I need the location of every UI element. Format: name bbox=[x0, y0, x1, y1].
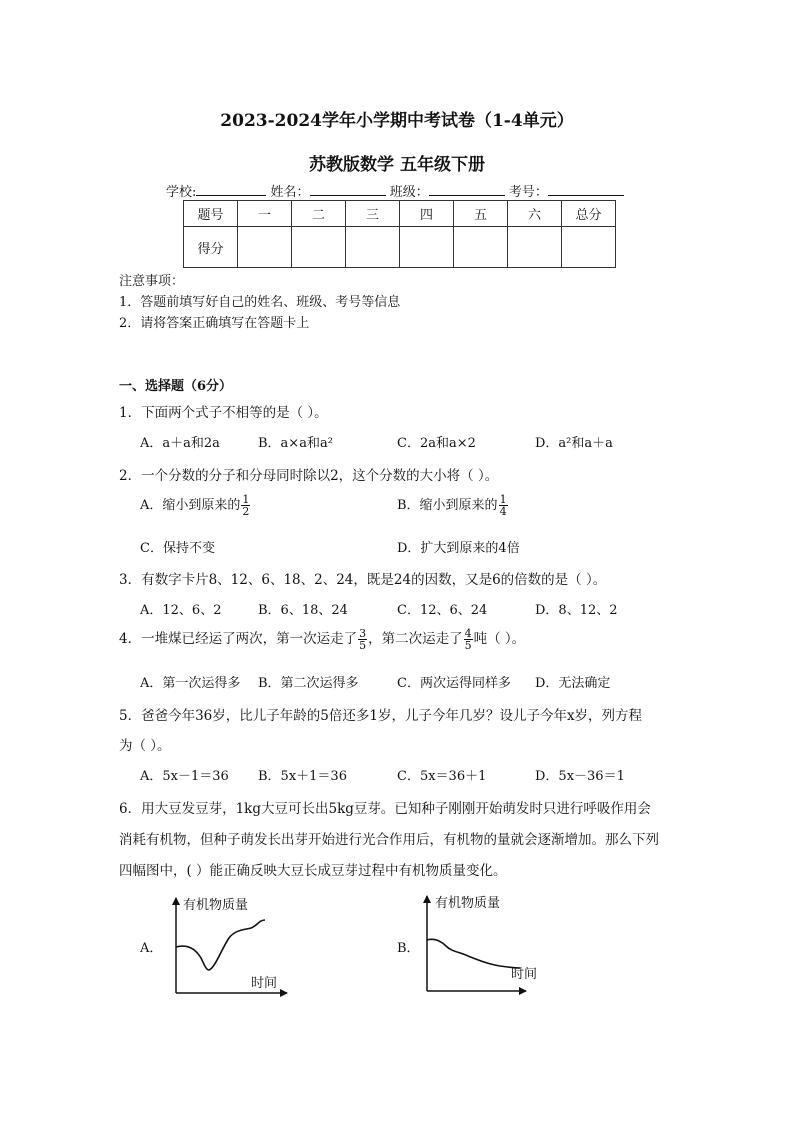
score-row-label: 得分 bbox=[184, 227, 238, 268]
q4-option-c[interactable]: C．两次运得同样多 bbox=[397, 676, 511, 691]
fraction-numerator: 1 bbox=[242, 493, 250, 506]
student-info-row bbox=[166, 181, 624, 200]
score-header-cell: 六 bbox=[508, 201, 562, 227]
question-6-line3: 四幅图中，( ）能正确反映大豆长成豆芽过程中有机物质量变化。 bbox=[119, 863, 507, 879]
score-header-cell: 二 bbox=[292, 201, 346, 227]
score-header-cell: 四 bbox=[400, 201, 454, 227]
score-cell[interactable] bbox=[454, 227, 508, 268]
score-cell[interactable] bbox=[346, 227, 400, 268]
question-1-text: 1．下面两个式子不相等的是（ ）。 bbox=[119, 405, 328, 421]
q1-option-b[interactable]: B．a×a和a² bbox=[258, 436, 333, 451]
question-5-line1: 5．爸爸今年36岁，比儿子年龄的5倍还多1岁，儿子今年几岁？设儿子今年x岁，列方程 bbox=[119, 708, 643, 724]
notes-block bbox=[119, 271, 400, 334]
graph-b-label[interactable]: B． bbox=[397, 941, 420, 956]
question-4-text bbox=[119, 627, 525, 651]
score-cell[interactable] bbox=[400, 227, 454, 268]
score-header-cell: 五 bbox=[454, 201, 508, 227]
q3-option-c[interactable]: C．12、6、24 bbox=[397, 603, 488, 618]
fraction-denominator: 5 bbox=[464, 639, 472, 652]
q2-option-b[interactable] bbox=[397, 494, 509, 517]
question-6-line2: 消耗有机物，但种子萌发长出芽开始进行光合作用后，有机物的量就会逐渐增加。那么下列 bbox=[119, 832, 659, 848]
q3-option-d[interactable]: D．8、12、2 bbox=[535, 603, 618, 618]
score-header-cell: 题号 bbox=[184, 201, 238, 227]
graph-b-curve bbox=[427, 939, 520, 968]
class-blank[interactable] bbox=[429, 183, 505, 196]
q1-option-d[interactable]: D．a²和a＋a bbox=[535, 436, 613, 451]
score-cell[interactable] bbox=[238, 227, 292, 268]
q4-option-b[interactable]: B．第二次运得多 bbox=[258, 676, 359, 691]
page-subtitle: 苏教版数学 五年级下册 bbox=[309, 155, 485, 175]
q2-option-a-text: A．缩小到原来的 bbox=[140, 498, 241, 513]
q2-option-a[interactable] bbox=[140, 494, 251, 517]
notes-item: 2．请将答案正确填写在答题卡上 bbox=[119, 316, 310, 331]
q3-option-a[interactable]: A．12、6、2 bbox=[140, 603, 222, 618]
fraction-numerator: 4 bbox=[464, 627, 472, 640]
score-header-cell: 总分 bbox=[562, 201, 616, 227]
q5-option-a[interactable]: A．5x－1＝36 bbox=[140, 769, 229, 784]
fraction-numerator: 3 bbox=[359, 627, 367, 640]
score-cell[interactable] bbox=[292, 227, 346, 268]
graph-a-ylabel: 有机物质量 bbox=[183, 898, 249, 913]
question-2-text: 2．一个分数的分子和分母同时除以2，这个分数的大小将（ ）。 bbox=[119, 468, 499, 484]
q4-text-mid: ，第二次运走了 bbox=[368, 631, 463, 647]
fraction bbox=[358, 628, 367, 651]
graph-a-label[interactable]: A． bbox=[140, 941, 163, 956]
q2-option-d[interactable]: D．扩大到原来的4倍 bbox=[397, 541, 520, 556]
question-6-line1: 6．用大豆发豆芽，1kg大豆可长出5kg豆芽。已知种子刚刚开始萌发时只进行呼吸作用会 bbox=[119, 801, 651, 817]
graph-b-ylabel: 有机物质量 bbox=[435, 896, 501, 911]
fraction-denominator: 2 bbox=[242, 505, 250, 518]
score-header-cell: 三 bbox=[346, 201, 400, 227]
notes-title: 注意事项： bbox=[119, 274, 185, 289]
score-header-cell: 一 bbox=[238, 201, 292, 227]
q4-option-a[interactable]: A．第一次运得多 bbox=[140, 676, 241, 691]
graph-b-xlabel: 时间 bbox=[511, 967, 538, 982]
class-label: 班级： bbox=[389, 185, 429, 200]
q5-option-d[interactable]: D．5x－36＝1 bbox=[535, 769, 625, 784]
graph-a-xlabel: 时间 bbox=[251, 976, 278, 991]
q2-option-c[interactable]: C．保持不变 bbox=[140, 541, 215, 556]
question-5-line2: 为（ ）。 bbox=[119, 738, 171, 754]
page-title: 2023-2024学年小学期中考试卷（1-4单元） bbox=[220, 111, 574, 131]
q3-option-b[interactable]: B．6、18、24 bbox=[258, 603, 348, 618]
exam-number-label: 考号： bbox=[508, 185, 548, 200]
q1-option-a[interactable]: A．a＋a和2a bbox=[140, 436, 220, 451]
fraction-denominator: 5 bbox=[359, 639, 367, 652]
score-cell[interactable] bbox=[562, 227, 616, 268]
fraction-denominator: 4 bbox=[499, 505, 507, 518]
fraction bbox=[499, 494, 508, 517]
q4-option-d[interactable]: D．无法确定 bbox=[535, 676, 611, 691]
graph-a bbox=[165, 890, 295, 1000]
name-blank[interactable] bbox=[310, 183, 386, 196]
fraction-numerator: 1 bbox=[499, 493, 507, 506]
q5-option-b[interactable]: B．5x＋1＝36 bbox=[258, 769, 347, 784]
q4-text-suffix: 吨（ ）。 bbox=[473, 631, 526, 647]
q2-option-b-text: B．缩小到原来的 bbox=[397, 498, 498, 513]
score-cell[interactable] bbox=[508, 227, 562, 268]
notes-item: 1．答题前填写好自己的姓名、班级、考号等信息 bbox=[119, 295, 401, 310]
q1-option-c[interactable]: C．2a和a×2 bbox=[397, 436, 476, 451]
score-table bbox=[183, 200, 616, 268]
question-3-text: 3．有数字卡片8、12、6、18、2、24，既是24的因数，又是6的倍数的是（ ）。 bbox=[119, 572, 607, 588]
fraction bbox=[241, 494, 250, 517]
name-label: 姓名： bbox=[270, 185, 310, 200]
graph-a-curve bbox=[176, 920, 265, 970]
exam-number-blank[interactable] bbox=[548, 183, 624, 196]
q4-text-prefix: 4．一堆煤已经运了两次，第一次运走了 bbox=[119, 631, 358, 647]
school-blank[interactable] bbox=[196, 183, 266, 196]
section-title: 一、选择题（6分） bbox=[119, 379, 233, 394]
q5-option-c[interactable]: C．5x＝36＋1 bbox=[397, 769, 487, 784]
graph-b bbox=[416, 888, 546, 998]
fraction bbox=[464, 628, 473, 651]
school-label: 学校: bbox=[166, 185, 197, 200]
